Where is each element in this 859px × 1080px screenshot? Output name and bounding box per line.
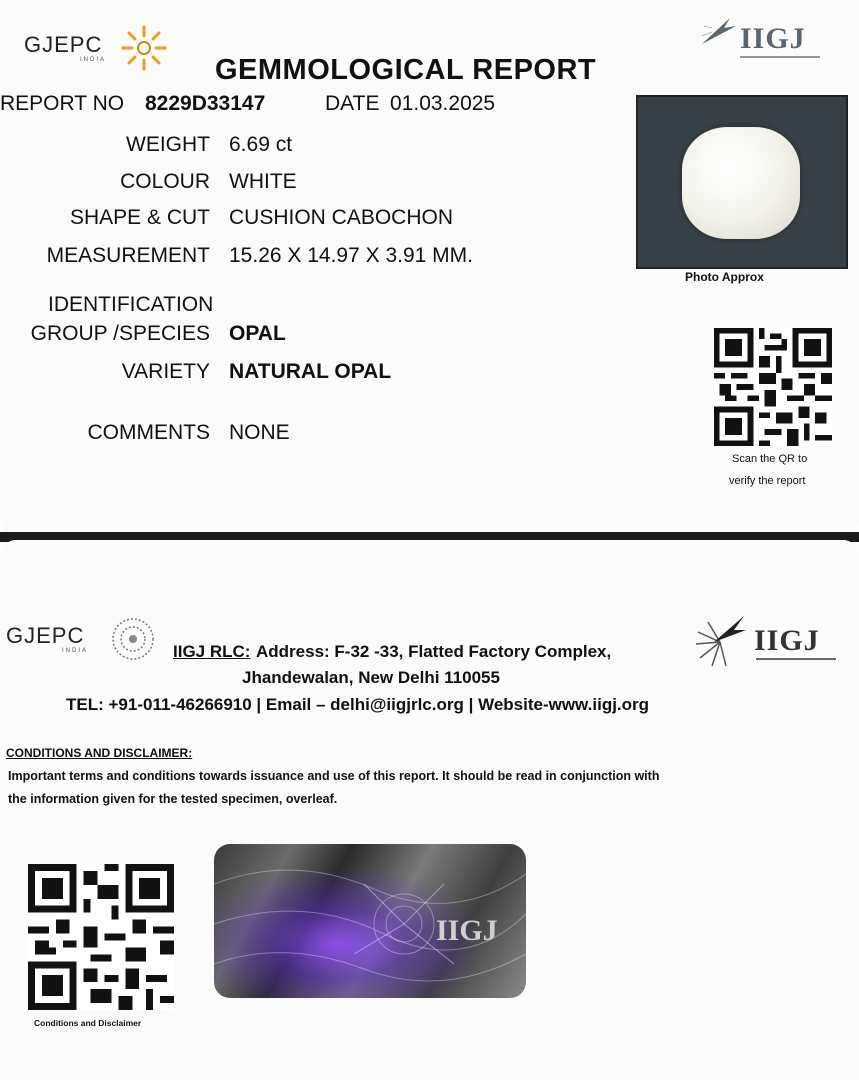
weight-label: WEIGHT bbox=[126, 133, 210, 156]
report-no-value: 8229D33147 bbox=[145, 92, 266, 115]
variety-value: NATURAL OPAL bbox=[229, 360, 392, 383]
qr-caption-line-2: verify the report bbox=[729, 475, 806, 487]
conditions-qr-code[interactable] bbox=[28, 864, 174, 1010]
shape-cut-value: CUSHION CABOCHON bbox=[229, 206, 454, 229]
comments-value: NONE bbox=[229, 421, 290, 444]
comments-label: COMMENTS bbox=[87, 421, 210, 444]
security-hologram bbox=[214, 844, 526, 998]
back-iigj-logo-underline bbox=[756, 658, 836, 660]
iigj-logo-underline bbox=[740, 56, 820, 58]
report-front-card bbox=[0, 0, 859, 535]
back-iigj-arrow-icon bbox=[694, 612, 748, 670]
measurement-value: 15.26 X 14.97 X 3.91 MM. bbox=[229, 244, 473, 267]
report-title: GEMMOLOGICAL REPORT bbox=[215, 54, 597, 86]
back-gjepc-logo-subtext: INDIA bbox=[62, 648, 89, 654]
gjepc-logo-text: GJEPC bbox=[24, 32, 103, 57]
verify-qr-code[interactable] bbox=[714, 328, 832, 446]
conditions-line-1: Important terms and conditions towards issuance and use of this report. It should be read in conjunction with bbox=[8, 769, 660, 783]
measurement-label: MEASUREMENT bbox=[46, 244, 210, 267]
back-iigj-logo-text: IIGJ bbox=[754, 624, 820, 657]
gemstone-photo bbox=[636, 95, 848, 269]
back-gjepc-sun-icon bbox=[108, 614, 158, 664]
colour-label: COLOUR bbox=[120, 170, 210, 193]
qr-caption-line-1: Scan the QR to bbox=[732, 453, 808, 465]
date-label: DATE bbox=[325, 92, 380, 115]
colour-value: WHITE bbox=[229, 170, 297, 193]
date-value: 01.03.2025 bbox=[390, 92, 496, 115]
iigj-arrow-icon bbox=[700, 14, 740, 50]
identification-label: IDENTIFICATION bbox=[48, 293, 214, 316]
contact-line: TEL: +91-011-46266910 | Email – delhi@iigjrlc.org | Website-www.iigj.org bbox=[66, 695, 650, 714]
group-species-label: GROUP /SPECIES bbox=[30, 322, 210, 345]
shape-cut-label: SHAPE & CUT bbox=[69, 206, 210, 229]
conditions-qr-caption: Conditions and Disclaimer bbox=[34, 1018, 142, 1028]
report-no-label: REPORT NO bbox=[0, 92, 125, 115]
gemstone-image bbox=[682, 127, 800, 239]
gjepc-sun-icon bbox=[120, 24, 168, 72]
conditions-line-2: the information given for the tested specimen, overleaf. bbox=[8, 792, 338, 806]
gjepc-logo-subtext: INDIA bbox=[80, 57, 107, 63]
address-line-1: Address: F-32 -33, Flatted Factory Complex, bbox=[256, 642, 612, 661]
hologram-iigj-text: IIGJ bbox=[436, 914, 498, 947]
photo-caption: Photo Approx bbox=[685, 270, 764, 284]
rlc-label: IIGJ RLC: bbox=[173, 642, 251, 661]
conditions-title: CONDITIONS AND DISCLAIMER: bbox=[6, 746, 193, 760]
variety-label: VARIETY bbox=[121, 360, 210, 383]
report-back-card bbox=[0, 540, 859, 1080]
group-species-value: OPAL bbox=[229, 322, 286, 345]
iigj-logo-text: IIGJ bbox=[740, 22, 806, 55]
address-line-2: Jhandewalan, New Delhi 110055 bbox=[242, 668, 500, 687]
back-gjepc-logo-text: GJEPC bbox=[6, 623, 85, 648]
weight-value: 6.69 ct bbox=[229, 133, 293, 156]
